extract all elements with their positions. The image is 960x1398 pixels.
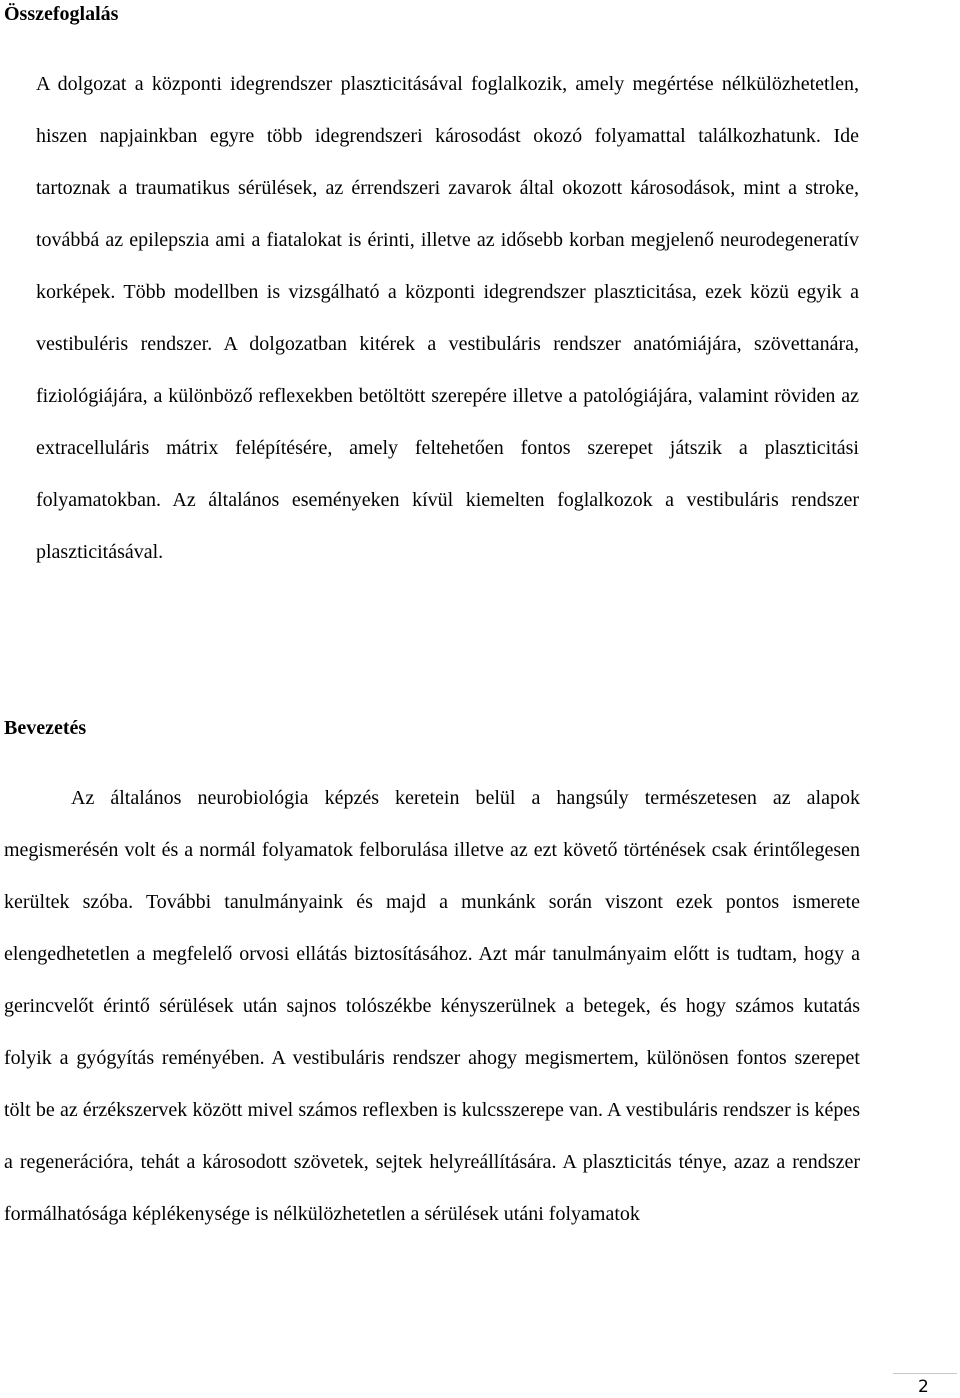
introduction-heading: Bevezetés (4, 717, 87, 739)
summary-heading: Összefoglalás (4, 3, 119, 25)
footer-divider (893, 1373, 957, 1374)
page-number: 2 (918, 1377, 929, 1397)
introduction-paragraph: Az általános neurobiológia képzés keretein belül a hangsúly természetesen az alapok megismerésén volt és a normál folyamatok felborulása illetve az ezt követő történések csak érintőlegesen kerültek szóba. További tanulmányaink és majd a munkánk során viszont ezek pontos ismerete elengedhetetlen a megfelelő orvosi ellátás biztosításához. Azt már tanulmányaim előtt is tudtam, hogy a gerincvelőt érintő sérülések után sajnos tolószékbe kényszerülnek a betegek, és hogy számos kutatás folyik a gyógyítás reményében. A vestibuláris rendszer ahogy megismertem, különösen fontos szerepet tölt be az érzékszervek között mivel számos reflexben is kulcsszerepe van. A vestibuláris rendszer is képes a regenerációra, tehát a károsodott szövetek, sejtek helyreállítására. A plaszticitás ténye, azaz a rendszer formálhatósága képlékenysége is nélkülözhetetlen a sérülések utáni folyamatok (4, 787, 860, 1225)
summary-paragraph: A dolgozat a központi idegrendszer plaszticitásával foglalkozik, amely megértése nélkülözhetetlen, hiszen napjainkban egyre több idegrendszeri károsodást okozó folyamattal találkozhatunk. Ide tartoznak a traumatikus sérülések, az érrendszeri zavarok által okozott károsodások, mint a stroke, továbbá az epilepszia ami a fiatalokat is érinti, illetve az idősebb korban megjelenő neurodegeneratív korképek. Több modellben is vizsgálható a központi idegrendszer plaszticitása, ezek közü egyik a vestibuléris rendszer. A dolgozatban kitérek a vestibuláris rendszer anatómiájára, szövettanára, fiziológiájára, a különböző reflexekben betöltött szerepére illetve a patológiájára, valamint röviden az extracelluláris mátrix felépítésére, amely feltehetően fontos szerepet játszik a plaszticitási folyamatokban. Az általános eseményeken kívül kiemelten foglalkozok a vestibuláris rendszer plaszticitásával. (36, 73, 859, 563)
